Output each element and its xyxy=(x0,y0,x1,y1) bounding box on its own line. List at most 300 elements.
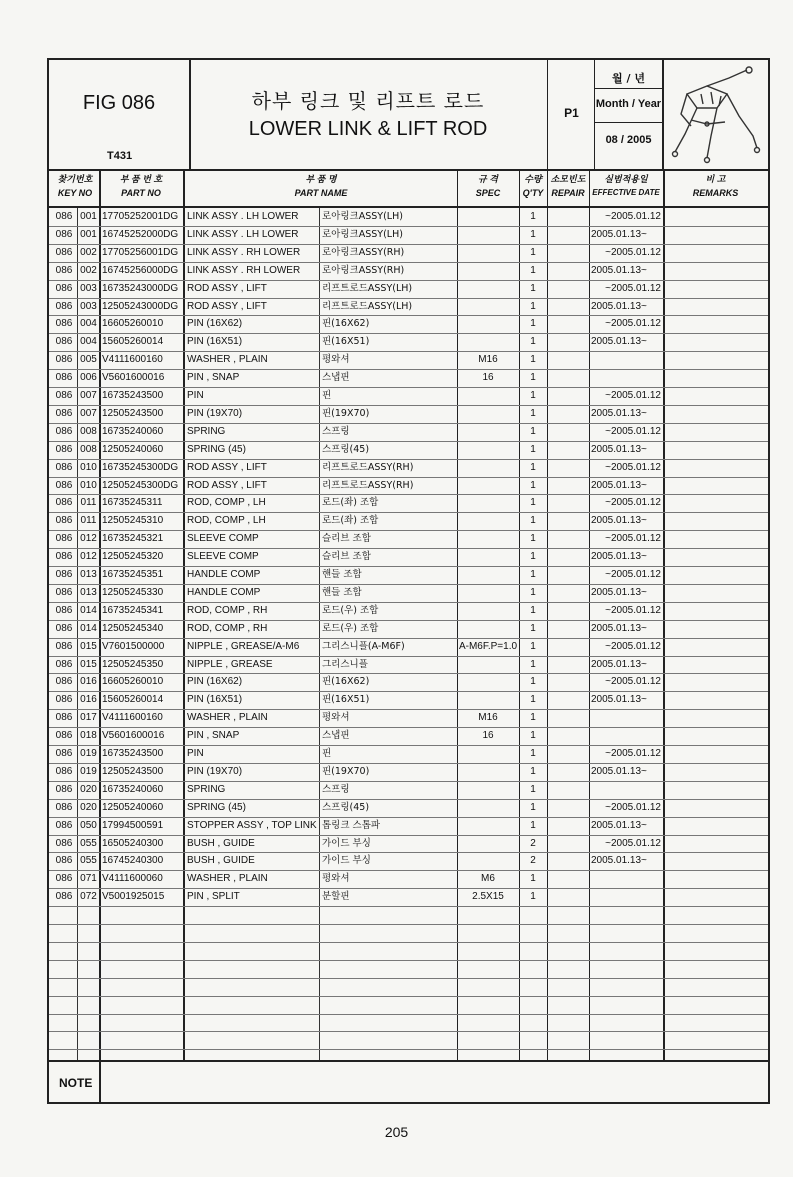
cell-eff xyxy=(591,351,661,369)
cell-key: 004 xyxy=(80,318,97,330)
cell-key: 012 xyxy=(80,533,97,545)
cell-spec: 2.5X15 xyxy=(472,891,504,903)
cell-part: 16745252000DG xyxy=(102,228,179,240)
cell-qty: 1 xyxy=(530,372,536,384)
cell-name-ko: 리프트로드ASSY(LH) xyxy=(322,282,413,294)
cell-name-en: PIN (16X62) xyxy=(187,318,243,330)
cell-eff: 2005.01.13~ xyxy=(591,819,647,831)
cell-name-en: PIN , SNAP xyxy=(187,730,240,742)
cell-name-ko: 로아링크ASSY(LH) xyxy=(322,228,403,240)
cell-name-en: PIN (16X51) xyxy=(187,336,243,348)
row-divider xyxy=(49,960,768,961)
cell-name-en: SLEEVE COMP xyxy=(187,551,259,563)
cell-part: 12505245320 xyxy=(102,551,164,563)
cell-key: 013 xyxy=(80,569,97,580)
cell-name-ko: 핀(19X70) xyxy=(322,407,370,419)
cell-part: V5601600016 xyxy=(102,372,165,384)
cell-name-en: SPRING (45) xyxy=(187,443,246,455)
cell-eff: 2005.01.13~ xyxy=(591,264,647,276)
col-spec-ko: 규 격 xyxy=(478,174,498,184)
cell-key: 015 xyxy=(80,640,97,652)
cell-key: 071 xyxy=(80,873,97,885)
cell-qty: 1 xyxy=(530,228,536,240)
cell-eff: 2005.01.13~ xyxy=(591,658,647,670)
cell-eff: ~2005.01.12 xyxy=(605,801,661,813)
row-divider xyxy=(49,978,768,979)
col-qty-ko: 수량 xyxy=(524,174,542,184)
cell-name-en: LINK ASSY . LH LOWER xyxy=(187,211,299,222)
cell-qty: 1 xyxy=(530,497,536,509)
cell-part: 16735245321 xyxy=(102,533,164,545)
cell-fig: 086 xyxy=(55,246,73,258)
cell-fig: 086 xyxy=(55,730,73,742)
cell-name-en: PIN , SNAP xyxy=(187,372,240,384)
cell-qty: 1 xyxy=(530,533,536,545)
cell-spec xyxy=(457,781,519,799)
cell-qty: 2 xyxy=(530,837,536,849)
cell-spec xyxy=(457,852,519,870)
cell-part: 12505240060 xyxy=(102,443,164,455)
cell-name-en: HANDLE COMP xyxy=(187,569,261,580)
cell-spec xyxy=(457,262,519,280)
cell-name-ko: 스프링 xyxy=(322,783,350,795)
cell-part: 12505245340 xyxy=(102,622,164,634)
cell-spec: 16 xyxy=(482,372,494,384)
cell-name-ko: 그리스니플(A-M6F) xyxy=(322,640,405,652)
cell-fig: 086 xyxy=(55,533,73,545)
cell-fig: 086 xyxy=(55,461,73,473)
cell-eff: 2005.01.13~ xyxy=(591,336,647,348)
cell-key: 055 xyxy=(80,855,97,867)
col-part-en: PART NO xyxy=(121,188,161,198)
cell-name-ko: 핀(19X70) xyxy=(322,765,370,777)
cell-name-en: NIPPLE , GREASE/A-M6 xyxy=(187,640,300,652)
cell-eff: ~2005.01.12 xyxy=(605,211,661,222)
cell-name-ko: 로드(좌) 조합 xyxy=(322,515,379,527)
cell-name-en: SPRING xyxy=(187,425,226,437)
cell-spec xyxy=(457,315,519,333)
cell-spec xyxy=(457,333,519,351)
cell-spec xyxy=(457,763,519,781)
cell-key: 001 xyxy=(80,211,97,222)
cell-spec: M6 xyxy=(481,873,495,885)
cell-name-en: PIN xyxy=(187,390,204,401)
cell-part: V7601500000 xyxy=(102,640,165,652)
cell-eff xyxy=(591,709,661,727)
cell-qty: 1 xyxy=(530,730,536,742)
col-key-ko: 찾기번호 xyxy=(57,174,93,184)
cell-eff: ~2005.01.12 xyxy=(605,640,661,652)
cell-fig: 086 xyxy=(55,515,73,527)
cell-name-en: PIN (16X62) xyxy=(187,676,243,688)
cell-qty: 1 xyxy=(530,658,536,670)
cell-fig: 086 xyxy=(55,372,73,384)
cell-part: 16745256000DG xyxy=(102,264,179,276)
cell-part: 16735245300DG xyxy=(102,461,179,473)
cell-spec xyxy=(457,673,519,691)
cell-part: 17705256001DG xyxy=(102,246,179,258)
cell-part: 16735245341 xyxy=(102,604,164,616)
cell-eff: ~2005.01.12 xyxy=(605,676,661,688)
cell-name-ko: 핀(16X62) xyxy=(322,318,370,330)
cell-part: 16745240300 xyxy=(102,855,164,867)
cell-spec: M16 xyxy=(478,712,498,724)
cell-part: 15605260014 xyxy=(102,336,164,348)
cell-name-en: ROD ASSY , LIFT xyxy=(187,282,267,294)
cell-eff: 2005.01.13~ xyxy=(591,586,647,598)
row-divider xyxy=(49,1049,768,1050)
cell-key: 010 xyxy=(80,461,97,473)
cell-name-en: ROD ASSY , LIFT xyxy=(187,479,267,491)
cell-fig: 086 xyxy=(55,801,73,813)
cell-part: V4111600060 xyxy=(102,873,163,885)
cell-fig: 086 xyxy=(55,855,73,867)
cell-fig: 086 xyxy=(55,336,73,348)
cell-fig: 086 xyxy=(55,211,73,222)
cell-qty: 1 xyxy=(530,425,536,437)
cell-key: 016 xyxy=(80,694,97,706)
page-code: P1 xyxy=(564,106,579,120)
cell-key: 017 xyxy=(80,712,97,724)
cell-part: 16735243500 xyxy=(102,390,164,401)
cell-spec xyxy=(457,244,519,262)
row-divider xyxy=(49,996,768,997)
cell-name-ko: 스냅핀 xyxy=(322,372,350,384)
row-divider xyxy=(49,942,768,943)
date-label-korean: 월 / 년 xyxy=(612,72,645,85)
cell-spec xyxy=(457,584,519,602)
col-name-ko: 부 품 명 xyxy=(305,174,337,184)
cell-qty: 1 xyxy=(530,873,536,885)
col-repair-en: REPAIR xyxy=(551,188,585,198)
cell-key: 003 xyxy=(80,300,97,312)
row-divider xyxy=(49,1031,768,1032)
cell-fig: 086 xyxy=(55,228,73,240)
cell-name-en: STOPPER ASSY , TOP LINK xyxy=(187,819,317,831)
cell-spec: 16 xyxy=(482,730,494,742)
cell-spec xyxy=(457,620,519,638)
cell-qty: 1 xyxy=(530,640,536,652)
cell-spec xyxy=(457,530,519,548)
cell-spec xyxy=(457,835,519,853)
cell-part: 15605260014 xyxy=(102,694,164,706)
cell-eff: 2005.01.13~ xyxy=(591,443,647,455)
cell-name-ko: 가이드 부싱 xyxy=(322,837,371,849)
cell-qty: 1 xyxy=(530,443,536,455)
cell-qty: 1 xyxy=(530,264,536,276)
cell-name-ko: 리프트로드ASSY(LH) xyxy=(322,300,413,312)
cell-qty: 2 xyxy=(530,855,536,867)
cell-qty: 1 xyxy=(530,622,536,634)
cell-part: V5601600016 xyxy=(102,730,165,742)
cell-key: 004 xyxy=(80,336,97,348)
cell-name-en: PIN (16X51) xyxy=(187,694,243,706)
cell-fig: 086 xyxy=(55,407,73,419)
cell-name-en: PIN (19X70) xyxy=(187,407,243,419)
cell-fig: 086 xyxy=(55,443,73,455)
cell-fig: 086 xyxy=(55,658,73,670)
cell-part: 12505245350 xyxy=(102,658,164,670)
cell-eff: ~2005.01.12 xyxy=(605,497,661,509)
cell-qty: 1 xyxy=(530,318,536,330)
cell-key: 012 xyxy=(80,551,97,563)
cell-eff: ~2005.01.12 xyxy=(605,282,661,294)
col-name-en: PART NAME xyxy=(294,188,348,198)
cell-part: 16735245311 xyxy=(102,497,163,509)
cell-name-ko: 스프링(45) xyxy=(322,443,370,455)
cell-name-ko: 핀 xyxy=(322,748,332,759)
cell-name-ko: 핀(16X51) xyxy=(322,694,370,706)
cell-key: 072 xyxy=(80,891,97,903)
date-label-english: Month / Year xyxy=(595,98,662,110)
col-repair-ko: 소모빈도 xyxy=(550,174,586,184)
row-divider xyxy=(49,924,768,925)
cell-fig: 086 xyxy=(55,640,73,652)
cell-name-en: BUSH , GUIDE xyxy=(187,837,255,849)
cell-eff: ~2005.01.12 xyxy=(605,461,661,473)
cell-eff: 2005.01.13~ xyxy=(591,622,647,634)
cell-name-ko: 스냅핀 xyxy=(322,730,350,742)
cell-name-ko: 로드(우) 조합 xyxy=(322,622,379,634)
cell-key: 007 xyxy=(80,390,97,401)
cell-spec xyxy=(457,566,519,584)
cell-spec xyxy=(457,405,519,423)
cell-spec xyxy=(457,298,519,316)
cell-name-ko: 평와셔 xyxy=(322,354,350,366)
cell-fig: 086 xyxy=(55,354,73,366)
cell-spec: M16 xyxy=(478,354,498,366)
cell-eff: 2005.01.13~ xyxy=(591,765,647,777)
cell-name-ko: 로아링크ASSY(RH) xyxy=(322,264,405,276)
cell-name-en: WASHER , PLAIN xyxy=(187,354,268,366)
cell-fig: 086 xyxy=(55,551,73,563)
cell-spec xyxy=(457,494,519,512)
cell-part: 12505243500 xyxy=(102,407,164,419)
cell-name-en: ROD ASSY , LIFT xyxy=(187,300,267,312)
cell-name-ko: 로드(좌) 조합 xyxy=(322,497,379,509)
cell-eff: 2005.01.13~ xyxy=(591,228,647,240)
cell-key: 055 xyxy=(80,837,97,849)
cell-name-en: WASHER , PLAIN xyxy=(187,712,268,724)
cell-name-ko: 평와셔 xyxy=(322,873,350,885)
date-value: 08 / 2005 xyxy=(605,134,652,146)
cell-qty: 1 xyxy=(530,479,536,491)
cell-name-en: ROD, COMP , RH xyxy=(187,622,268,634)
lower-link-illustration-icon xyxy=(667,64,765,166)
cell-part: V5001925015 xyxy=(102,891,165,903)
cell-name-ko: 그리스니플 xyxy=(322,658,368,670)
cell-eff xyxy=(591,888,661,906)
cell-eff: 2005.01.13~ xyxy=(591,694,647,706)
cell-part: 12505243500 xyxy=(102,765,164,777)
cell-name-ko: 로드(우) 조합 xyxy=(322,604,379,616)
title-english: LOWER LINK & LIFT ROD xyxy=(248,118,488,140)
cell-fig: 086 xyxy=(55,497,73,509)
cell-eff: ~2005.01.12 xyxy=(605,569,661,580)
cell-fig: 086 xyxy=(55,479,73,491)
cell-fig: 086 xyxy=(55,604,73,616)
col-spec-en: SPEC xyxy=(475,188,501,198)
cell-spec xyxy=(457,656,519,674)
cell-name-ko: 톱링크 스톱파 xyxy=(322,819,381,831)
cell-part: 16735245351 xyxy=(102,569,164,580)
cell-key: 005 xyxy=(80,354,97,366)
cell-qty: 1 xyxy=(530,801,536,813)
cell-spec xyxy=(457,459,519,477)
cell-part: V4111600160 xyxy=(102,712,163,724)
cell-name-ko: 가이드 부싱 xyxy=(322,855,371,867)
cell-fig: 086 xyxy=(55,264,73,276)
cell-key: 050 xyxy=(80,819,97,831)
cell-fig: 086 xyxy=(55,819,73,831)
cell-qty: 1 xyxy=(530,765,536,777)
cell-part: 12505245300DG xyxy=(102,479,179,491)
cell-spec xyxy=(457,602,519,620)
cell-qty: 1 xyxy=(530,748,536,759)
cell-qty: 1 xyxy=(530,694,536,706)
cell-eff: 2005.01.13~ xyxy=(591,300,647,312)
cell-key: 015 xyxy=(80,658,97,670)
cell-name-en: ROD, COMP , LH xyxy=(187,515,266,527)
cell-name-ko: 슬리브 조합 xyxy=(322,551,371,563)
cell-part: 12505243000DG xyxy=(102,300,179,312)
cell-name-ko: 핀(16X51) xyxy=(322,336,370,348)
figure-number: FIG 086 xyxy=(82,92,156,114)
cell-qty: 1 xyxy=(530,712,536,724)
cell-name-ko: 핀 xyxy=(322,390,332,401)
cell-fig: 086 xyxy=(55,622,73,634)
cell-name-ko: 로아링크ASSY(LH) xyxy=(322,211,403,222)
cell-part: 16735240060 xyxy=(102,783,164,795)
col-part-ko: 부 품 번 호 xyxy=(119,174,163,184)
col-eff-en: EFFECTIVE DATE xyxy=(592,188,660,197)
cell-name-en: BUSH , GUIDE xyxy=(187,855,255,867)
cell-part: 12505245310 xyxy=(102,515,164,527)
cell-part: 12505245330 xyxy=(102,586,164,598)
cell-spec xyxy=(457,817,519,835)
cell-name-en: LINK ASSY . LH LOWER xyxy=(187,228,299,240)
cell-spec: A-M6F.P=1.0 xyxy=(458,640,518,652)
cell-qty: 1 xyxy=(530,783,536,795)
cell-eff xyxy=(591,781,661,799)
cell-qty: 1 xyxy=(530,891,536,903)
cell-eff: ~2005.01.12 xyxy=(605,837,661,849)
col-remarks-en: REMARKS xyxy=(692,188,739,198)
cell-spec xyxy=(457,799,519,817)
cell-part: 17994500591 xyxy=(102,819,164,831)
cell-key: 020 xyxy=(80,801,97,813)
cell-part: 16605260010 xyxy=(102,318,164,330)
cell-spec xyxy=(457,745,519,763)
cell-name-en: WASHER , PLAIN xyxy=(187,873,268,885)
cell-qty: 1 xyxy=(530,211,536,222)
cell-key: 007 xyxy=(80,407,97,419)
cell-eff: 2005.01.13~ xyxy=(591,515,647,527)
cell-fig: 086 xyxy=(55,712,73,724)
cell-key: 016 xyxy=(80,676,97,688)
cell-part: 12505240060 xyxy=(102,801,164,813)
cell-qty: 1 xyxy=(530,551,536,563)
cell-key: 001 xyxy=(80,228,97,240)
cell-fig: 086 xyxy=(55,765,73,777)
cell-name-en: HANDLE COMP xyxy=(187,586,261,598)
cell-eff: ~2005.01.12 xyxy=(605,390,661,401)
cell-key: 019 xyxy=(80,765,97,777)
cell-eff xyxy=(591,870,661,888)
cell-eff: 2005.01.13~ xyxy=(591,407,647,419)
cell-eff: 2005.01.13~ xyxy=(591,551,647,563)
cell-name-ko: 로아링크ASSY(RH) xyxy=(322,246,405,258)
cell-fig: 086 xyxy=(55,586,73,598)
page-number: 205 xyxy=(384,1124,409,1140)
cell-qty: 1 xyxy=(530,407,536,419)
cell-eff xyxy=(591,369,661,387)
col-qty-en: Q'TY xyxy=(522,188,544,198)
cell-eff: ~2005.01.12 xyxy=(605,748,661,759)
cell-fig: 086 xyxy=(55,300,73,312)
cell-name-en: ROD, COMP , RH xyxy=(187,604,268,616)
cell-name-en: SPRING (45) xyxy=(187,801,246,813)
cell-name-en: PIN xyxy=(187,748,204,759)
cell-fig: 086 xyxy=(55,318,73,330)
col-eff-ko: 실범적용일 xyxy=(604,174,648,184)
cell-eff: ~2005.01.12 xyxy=(605,318,661,330)
cell-name-en: NIPPLE , GREASE xyxy=(187,658,273,670)
cell-spec xyxy=(457,387,519,405)
cell-fig: 086 xyxy=(55,390,73,401)
cell-qty: 1 xyxy=(530,282,536,294)
cell-fig: 086 xyxy=(55,425,73,437)
cell-eff: ~2005.01.12 xyxy=(605,425,661,437)
model-code: T431 xyxy=(107,150,133,162)
cell-eff: 2005.01.13~ xyxy=(591,855,647,867)
cell-name-en: SPRING xyxy=(187,783,226,795)
cell-key: 002 xyxy=(80,246,97,258)
cell-key: 013 xyxy=(80,586,97,598)
cell-name-en: ROD, COMP , LH xyxy=(187,497,266,509)
row-divider xyxy=(49,1014,768,1015)
cell-name-ko: 핸들 조합 xyxy=(322,586,362,598)
cell-name-en: LINK ASSY . RH LOWER xyxy=(187,264,301,276)
cell-fig: 086 xyxy=(55,748,73,759)
cell-qty: 1 xyxy=(530,819,536,831)
cell-qty: 1 xyxy=(530,354,536,366)
cell-name-ko: 스프링(45) xyxy=(322,801,370,813)
cell-qty: 1 xyxy=(530,604,536,616)
cell-spec xyxy=(457,691,519,709)
cell-part: 16735240060 xyxy=(102,425,164,437)
cell-fig: 086 xyxy=(55,837,73,849)
cell-name-ko: 핸들 조합 xyxy=(322,569,362,580)
cell-key: 019 xyxy=(80,748,97,759)
cell-part: 16735243000DG xyxy=(102,282,179,294)
cell-qty: 1 xyxy=(530,586,536,598)
cell-fig: 086 xyxy=(55,873,73,885)
cell-eff: ~2005.01.12 xyxy=(605,246,661,258)
cell-key: 008 xyxy=(80,425,97,437)
cell-qty: 1 xyxy=(530,461,536,473)
cell-part: 17705252001DG xyxy=(102,211,179,222)
cell-fig: 086 xyxy=(55,891,73,903)
cell-qty: 1 xyxy=(530,569,536,580)
cell-spec xyxy=(457,423,519,441)
cell-key: 018 xyxy=(80,730,97,742)
cell-spec xyxy=(457,512,519,530)
cell-qty: 1 xyxy=(530,246,536,258)
cell-name-ko: 리프트로드ASSY(RH) xyxy=(322,461,414,473)
cell-qty: 1 xyxy=(530,515,536,527)
cell-eff xyxy=(591,727,661,745)
